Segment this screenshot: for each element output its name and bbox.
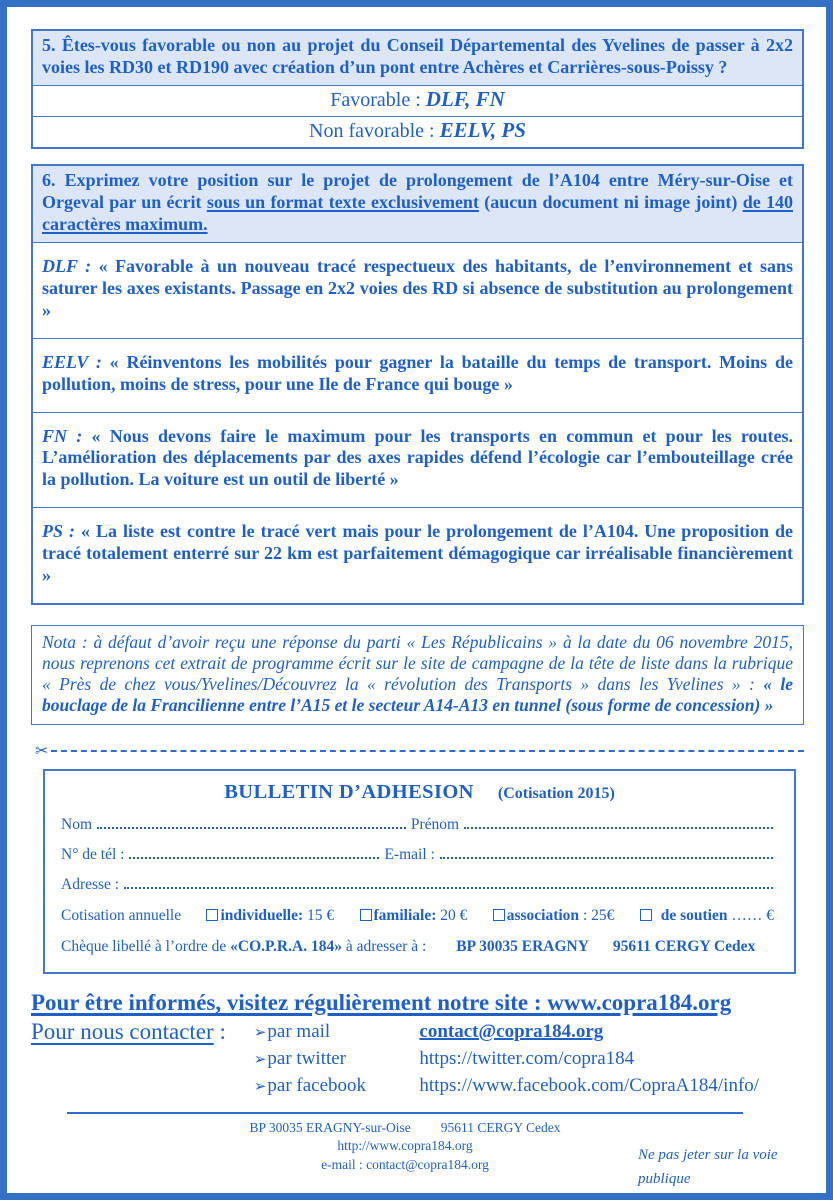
membership-form — [43, 769, 796, 974]
response-ps — [33, 508, 802, 603]
option-soutien-label: de soutien — [660, 907, 728, 925]
response-text-fn: « Nous devons faire le maximum pour les transports en commun et pour les routes. L’amélioration des déplacements par des axes rapides défend l’écologie car l’embouteillage crée la pollution. La voiture est un outil de liberté » — [42, 425, 794, 490]
cheque-mid: à adresser à : — [341, 938, 427, 956]
contact-block — [31, 1019, 804, 1102]
checkbox-association-icon[interactable] — [493, 909, 505, 921]
option-soutien — [640, 907, 774, 925]
response-text-eelv: « Réinventons les mobilités pour gagner la bataille du temps de transport. Moins de pollution, moins de stress, pour une Ile de France qui bouge » — [42, 351, 793, 394]
membership-subtitle: (Cotisation 2015) — [497, 785, 615, 803]
nom-field[interactable] — [97, 827, 406, 829]
contact-line-mail — [254, 1021, 759, 1043]
question-6-underline2: de 140 caractères maximum. — [42, 191, 793, 234]
contact-label-wrap — [31, 1019, 226, 1045]
question-6-box — [31, 164, 804, 605]
nota-quote: « le bouclage de la Francilienne entre l’A15 et le secteur A14-A13 en tunnel (sous forme de concession) » — [42, 674, 793, 716]
facebook-channel-label: par facebook — [267, 1075, 367, 1097]
prenom-field[interactable] — [464, 827, 773, 829]
info-section — [31, 990, 804, 1102]
party-label-dlf: DLF : — [42, 255, 92, 276]
membership-title: BULLETIN D’ADHESION — [224, 781, 474, 804]
arrow-bullet-icon: ➢ — [253, 1023, 267, 1042]
adresse-field[interactable] — [124, 887, 773, 889]
site-link[interactable]: www.copra184.org — [547, 990, 732, 1016]
email-label: E-mail : — [384, 846, 435, 864]
response-eelv — [33, 339, 802, 413]
tel-field[interactable] — [129, 857, 379, 859]
option-familiale — [360, 907, 468, 925]
option-individuelle — [206, 907, 334, 925]
option-association-price: : 25€ — [579, 907, 615, 925]
arrow-bullet-icon: ➢ — [253, 1077, 267, 1096]
cotisation-row — [61, 907, 778, 925]
option-individuelle-price: 15 € — [303, 907, 335, 925]
site-line — [31, 990, 804, 1016]
footer-email[interactable]: e-mail : contact@copra184.org — [321, 1156, 489, 1172]
tel-label: N° de tél : — [61, 846, 125, 864]
question-6-part2: (aucun document ni image joint) — [478, 191, 743, 212]
cotisation-label: Cotisation annuelle — [61, 907, 182, 925]
prenom-label: Prénom — [410, 816, 460, 834]
adresse-label: Adresse : — [61, 876, 120, 894]
response-dlf — [33, 243, 802, 339]
contact-colon: : — [213, 1019, 226, 1045]
option-association — [493, 907, 615, 925]
checkbox-familiale-icon[interactable] — [360, 909, 372, 921]
facebook-link[interactable]: https://www.facebook.com/CopraA184/info/ — [419, 1075, 760, 1097]
party-label-ps: PS : — [42, 521, 75, 542]
nota-text: Nota : à défaut d’avoir reçu une réponse du parti « Les Républicains » à la date du 06 novembre 2015, nous reprenons cet extrait de programme écrit sur le site de campagne de la tête de liste dans la rubrique « Près de chez vous/Yvelines/Découvrez la « révolution des Transports » dans les Yvelines » : — [42, 632, 793, 695]
footer-address — [67, 1119, 743, 1137]
footer-address-city: 95611 CERGY Cedex — [440, 1120, 561, 1136]
party-label-eelv: EELV : — [42, 351, 102, 372]
cheque-row — [61, 938, 778, 956]
membership-title-row — [61, 781, 778, 804]
footer-url[interactable]: http://www.copra184.org — [337, 1138, 473, 1154]
twitter-channel-label: par twitter — [267, 1048, 347, 1070]
option-association-label: association — [506, 907, 580, 925]
contact-label: Pour nous contacter — [31, 1019, 214, 1045]
twitter-link[interactable]: https://twitter.com/copra184 — [419, 1048, 635, 1070]
party-label-fn: FN : — [42, 425, 83, 446]
cheque-prefix: Chèque libellé à l’ordre de — [61, 938, 231, 956]
non-favorable-label: Non favorable : — [309, 119, 440, 142]
site-line-text: Pour être informés, visitez régulièrement notre site : — [31, 990, 548, 1016]
question-6-text — [33, 166, 802, 243]
cheque-address-bp: BP 30035 ERAGNY — [456, 938, 589, 956]
non-favorable-row — [33, 117, 802, 147]
nota-box — [31, 625, 804, 725]
nom-label: Nom — [61, 816, 92, 834]
contact-line-twitter — [254, 1048, 759, 1070]
response-text-ps: « La liste est contre le tracé vert mais pour le prolongement de l’A104. Une proposition de tracé totalement enterré sur 22 km est parfaitement démagogique car irréalisable financièrement » — [42, 521, 793, 586]
option-familiale-price: 20 € — [436, 907, 468, 925]
footer-note: Ne pas jeter sur la voie publique — [638, 1147, 778, 1187]
question-6-underline1: sous un format texte exclusivement — [206, 191, 479, 212]
favorable-row — [33, 86, 802, 117]
option-familiale-label: familiale: — [373, 907, 437, 925]
favorable-label: Favorable : — [330, 88, 426, 111]
contact-lines — [254, 1021, 759, 1102]
option-soutien-price: …… € — [727, 907, 774, 925]
name-row — [61, 816, 778, 834]
cheque-payee: «CO.P.R.A. 184» — [230, 938, 342, 956]
response-text-dlf: « Favorable à un nouveau tracé respectueux des habitants, de l’environnement et sans saturer les axes existants. Passage en 2x2 voies des RD si absence de substitution au prolongement » — [42, 255, 793, 320]
cut-line-row — [35, 741, 804, 761]
footer-address-bp: BP 30035 ERAGNY-sur-Oise — [249, 1120, 411, 1136]
mail-link[interactable]: contact@copra184.org — [419, 1021, 604, 1043]
contact-line-facebook — [254, 1075, 759, 1097]
scissors-icon: ✂ — [35, 741, 49, 761]
option-individuelle-label: individuelle: — [220, 907, 304, 925]
response-fn — [33, 413, 802, 509]
footer-divider — [67, 1112, 743, 1114]
question-5-box — [31, 29, 804, 149]
cheque-address-city: 95611 CERGY Cedex — [612, 938, 756, 956]
checkbox-soutien-icon[interactable] — [640, 909, 652, 921]
mail-channel-label: par mail — [267, 1021, 331, 1043]
footer — [31, 1112, 804, 1187]
arrow-bullet-icon: ➢ — [253, 1050, 267, 1069]
email-field[interactable] — [440, 857, 773, 859]
adresse-row — [61, 876, 778, 894]
question-5-text: 5. Êtes-vous favorable ou non au projet du Conseil Départemental des Yvelines de passer à 2x2 voies les RD30 et RD190 avec création d’un pont entre Achères et Carrières-sous-Poissy ? — [33, 31, 802, 86]
question-6-part1: 6. Exprimez votre position sur le projet de prolongement de l’A104 entre Méry-sur-Oise et Orgeval par un écrit — [42, 169, 793, 212]
checkbox-individuelle-icon[interactable] — [206, 909, 218, 921]
non-favorable-value: EELV, PS — [439, 117, 526, 142]
favorable-value: DLF, FN — [425, 86, 505, 111]
tel-email-row — [61, 846, 778, 864]
cut-dashed-line — [51, 750, 804, 752]
